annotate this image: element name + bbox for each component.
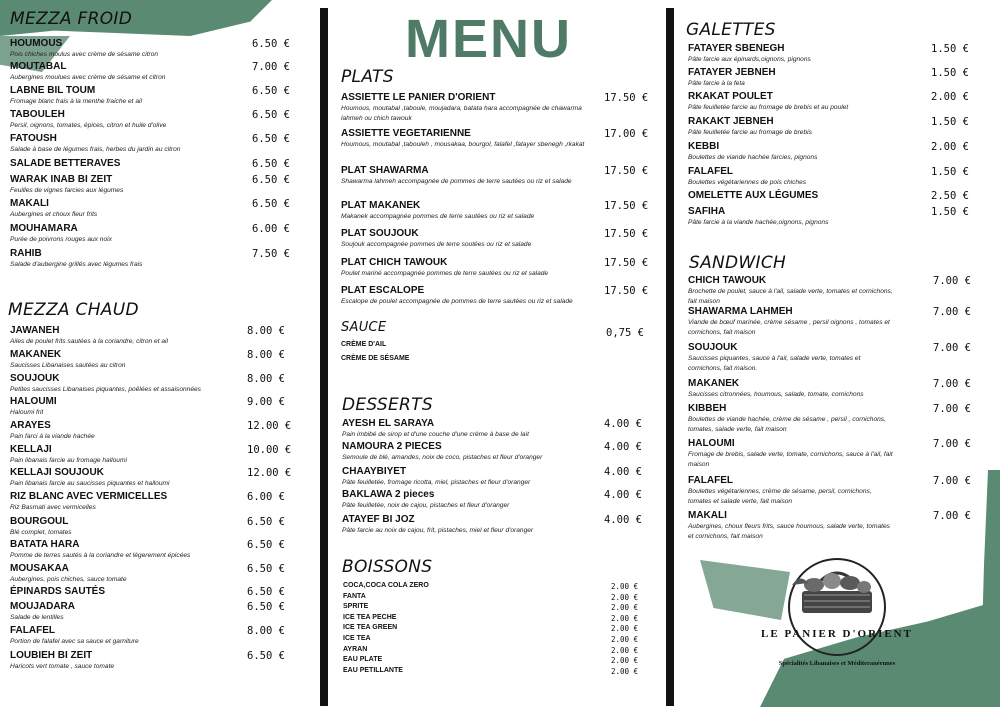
item-description: Poulet mariné accompagnée pommes de terre sautées ou riz et salade xyxy=(341,270,549,277)
item-name: FALAFEL xyxy=(10,625,55,636)
item-price: 6.50 € xyxy=(247,650,285,662)
drink-price: 2.00 € xyxy=(611,592,639,602)
item-price: 10.00 € xyxy=(247,444,292,456)
item-name: ASSIETTE LE PANIER D'ORIENT xyxy=(341,92,496,103)
section-title-boissons: BOISSONS xyxy=(342,557,433,577)
item-description: Petites saucisses Libanaises piquantes, poêlées et assaisonnées xyxy=(10,386,201,393)
item-name: RIZ BLANC AVEC VERMICELLES xyxy=(10,491,168,502)
item-description: Boulettes végétariennes, crème de sésame, persil, cornichons, tomates et salade verte, fait maison xyxy=(688,488,872,505)
item-price: 6.00 € xyxy=(252,223,290,235)
menu-item xyxy=(342,441,587,463)
item-price: 7.00 € xyxy=(933,510,971,522)
sauce-item: CRÈME D'AIL xyxy=(341,341,387,348)
menu-item xyxy=(341,228,586,250)
section-title-sauce: SAUCE xyxy=(341,320,387,335)
item-name: MAKANEK xyxy=(688,378,740,389)
item-description: Haloumi frit xyxy=(10,409,44,416)
item-name: CHAAYBIYET xyxy=(342,466,407,477)
item-description: Aubergines et choux fleur frits xyxy=(10,211,98,218)
item-description: Pâte feuilletée, noix de cajou, pistaches et fleur d'oranger xyxy=(342,502,510,509)
menu-item xyxy=(10,586,280,598)
menu-item xyxy=(688,206,928,228)
item-price: 6.50 € xyxy=(247,563,285,575)
item-price: 1.50 € xyxy=(931,43,969,55)
item-description: Pâte feuilletée farcie au fromage de brebis et au poulet xyxy=(688,104,849,111)
item-description: Pâte feuilletée farcie au fromage de brebis xyxy=(688,129,812,136)
item-description: Viande de bœuf marinée, crème sésame , persil oignons , tomates et cornichons, fait maison xyxy=(688,319,890,336)
menu-item xyxy=(10,325,280,347)
item-price: 8.00 € xyxy=(247,625,285,637)
menu-item xyxy=(10,625,280,647)
menu-item xyxy=(688,43,928,65)
item-description: Saucisses citronnées, houmous, salade, tomate, cornichons xyxy=(688,391,864,398)
item-name: TABOULEH xyxy=(10,109,65,120)
column-divider-left xyxy=(320,8,328,706)
item-name: MOUTABAL xyxy=(10,61,67,72)
item-name: KELLAJI xyxy=(10,444,52,455)
item-description: Houmous, moutabal ,tabouleh , mousakaa, bourgol, falafel ,fatayer sbenegh ,rkakat xyxy=(341,141,585,148)
item-description: Blé complet, tomates xyxy=(10,529,72,536)
menu-item xyxy=(10,174,275,196)
drink-name: AYRAN xyxy=(343,645,368,653)
item-description: Fromage de brebis, salade verte, tomate, cornichons, sauce à l'ail, fait maison xyxy=(688,451,893,468)
menu-item xyxy=(341,257,586,279)
menu-item xyxy=(10,539,280,561)
item-price: 7.00 € xyxy=(933,275,971,287)
basket-logo-icon xyxy=(742,555,932,675)
item-price: 1.50 € xyxy=(931,67,969,79)
item-price: 8.00 € xyxy=(247,373,285,385)
item-price: 12.00 € xyxy=(247,420,292,432)
item-description: Aubergines, choux fleurs frits, sauce houmous, salade verte, tomates et cornichons, fait maison xyxy=(688,523,890,540)
menu-item xyxy=(10,396,280,418)
item-name: MAKALI xyxy=(10,198,49,209)
menu-item xyxy=(341,92,586,123)
item-price: 7.00 € xyxy=(933,403,971,415)
menu-title: MENU xyxy=(405,9,572,69)
menu-item xyxy=(10,444,280,466)
item-name: ATAYEF BI JOZ xyxy=(342,514,415,525)
item-price: 17.50 € xyxy=(604,200,649,212)
item-name: SOUJOUK xyxy=(688,342,738,353)
section-title-mezza-chaud: MEZZA CHAUD xyxy=(8,300,139,320)
menu-item xyxy=(688,116,928,138)
drink-price: 2.00 € xyxy=(611,645,639,655)
item-name: PLAT SHAWARMA xyxy=(341,165,429,176)
item-description: Pain imbibé de sirop et d'une couche d'une crème à base de lait xyxy=(342,431,529,438)
item-description: Soujouk accompagnée pommes de terre soutées ou riz et salade xyxy=(341,241,532,248)
item-description: Pâte farcie au noix de cajou, frit, pistaches, miel et fleur d'oranger xyxy=(342,527,534,534)
item-description: Pomme de terres sautés à la coriandre et légerement épicées xyxy=(10,552,191,559)
column-divider-right xyxy=(666,8,674,706)
item-description: Pâte farcie à la feta xyxy=(688,80,745,87)
item-name: HALOUMI xyxy=(688,438,735,449)
drink-price: 2.00 € xyxy=(611,624,639,634)
item-description: Brochette de poulet, sauce à l'ail, salade verte, tomates et cornichons, fait maison xyxy=(688,288,893,305)
item-name: LABNE BIL TOUM xyxy=(10,85,96,96)
item-name: PLAT ESCALOPE xyxy=(341,285,425,296)
section-title-plats: PLATS xyxy=(341,67,394,87)
item-name: LOUBIEH BI ZEIT xyxy=(10,650,93,661)
item-price: 2.00 € xyxy=(931,141,969,153)
item-name: OMELETTE AUX LÉGUMES xyxy=(688,190,819,201)
item-price: 8.00 € xyxy=(247,349,285,361)
drink-name: EAU PETILLANTE xyxy=(343,666,403,674)
menu-item xyxy=(341,285,586,307)
section-title-desserts: DESSERTS xyxy=(342,395,433,415)
item-name: JAWANEH xyxy=(10,325,60,336)
menu-item xyxy=(688,166,928,188)
item-price: 7.00 € xyxy=(252,61,290,73)
menu-item xyxy=(10,61,275,83)
item-name: SOUJOUK xyxy=(10,373,60,384)
item-price: 12.00 € xyxy=(247,467,292,479)
item-description: Pâte feuilletée, fromage ricotta, miel, pistaches et fleur d'oranger xyxy=(342,479,531,486)
item-description: Portion de falafel avec sa sauce et garniture xyxy=(10,638,139,645)
item-price: 2.00 € xyxy=(931,91,969,103)
item-price: 17.50 € xyxy=(604,228,649,240)
section-title-mezza-froid: MEZZA FROID xyxy=(10,9,133,29)
item-description: Aubergines moulues avec crème de sésame et citron xyxy=(10,74,166,81)
item-price: 6.50 € xyxy=(252,38,290,50)
drink-name: EAU PLATE xyxy=(343,656,383,664)
item-name: ÉPINARDS SAUTÉS xyxy=(10,586,106,597)
item-description: Saucisses piquantes, sauce à l'ail, salade verte, tomates et cornichons, fait maison. xyxy=(688,355,861,372)
item-description: Pain libanais farcie au fromage halloumi xyxy=(10,457,127,464)
item-price: 6.50 € xyxy=(252,198,290,210)
item-price: 6.50 € xyxy=(247,516,285,528)
item-name: BATATA HARA xyxy=(10,539,80,550)
menu-item xyxy=(688,475,893,506)
item-name: RAKAKT JEBNEH xyxy=(688,116,774,127)
menu-item xyxy=(688,510,893,541)
item-price: 8.00 € xyxy=(247,325,285,337)
item-name: SHAWARMA LAHMEH xyxy=(688,306,793,317)
menu-item xyxy=(10,198,275,220)
menu-item xyxy=(10,85,275,107)
item-price: 17.00 € xyxy=(604,128,649,140)
item-price: 1.50 € xyxy=(931,116,969,128)
drink-price: 2.00 € xyxy=(611,582,639,591)
menu-item xyxy=(341,200,586,222)
item-name: FALAFEL xyxy=(688,475,733,486)
menu-item xyxy=(688,306,893,337)
item-description: Feuilles de vignes farcies aux légumes xyxy=(10,187,124,194)
menu-item xyxy=(10,248,275,270)
sauce-price: 0,75 € xyxy=(606,327,644,339)
item-name: KEBBI xyxy=(688,141,720,152)
menu-item xyxy=(10,158,275,170)
item-price: 7.00 € xyxy=(933,378,971,390)
item-description: Boulettes de viande hachée, crème de sésame , persil , cornichons, tomates, salade verte, fait maison xyxy=(688,416,886,433)
item-name: MOUHAMARA xyxy=(10,223,78,234)
item-price: 6.00 € xyxy=(247,491,285,503)
item-price: 7.00 € xyxy=(933,475,971,487)
item-description: Persil, oignons, tomates, épices, citron et huile d'olive xyxy=(10,122,167,129)
drink-name: SPRITE xyxy=(343,603,369,611)
item-description: Escalope de poulet accompagnée de pommes de terre sautées ou riz et salade xyxy=(341,298,573,305)
item-name: NAMOURA 2 PIECES xyxy=(342,441,442,452)
menu-item xyxy=(341,165,586,187)
menu-item xyxy=(688,190,928,202)
menu-item xyxy=(10,491,280,513)
menu-item xyxy=(10,109,275,131)
item-name: MAKALI xyxy=(688,510,727,521)
item-description: Saucisses Libanaises sautées au citron xyxy=(10,362,126,369)
item-price: 1.50 € xyxy=(931,206,969,218)
item-price: 4.00 € xyxy=(604,514,642,526)
drink-name: ICE TEA xyxy=(343,635,371,642)
item-name: ASSIETTE VEGETARIENNE xyxy=(341,128,471,139)
item-description: Ailes de poulet frits sautées à la coriandre, citron et ail xyxy=(10,338,168,345)
drink-name: FANTA xyxy=(343,592,366,600)
item-description: Pâte farcie aux épinards,oignons, pignons xyxy=(688,56,811,63)
menu-item xyxy=(342,418,587,440)
item-price: 17.50 € xyxy=(604,257,649,269)
menu-item xyxy=(341,128,586,150)
item-price: 7.00 € xyxy=(933,438,971,450)
item-name: RAHIB xyxy=(10,248,42,259)
item-price: 17.50 € xyxy=(604,285,649,297)
menu-item xyxy=(10,467,280,489)
item-name: KELLAJI SOUJOUK xyxy=(10,467,104,478)
item-description: Shawarma lahmeh accompagnée de pommes de terre sautées ou riz et salade xyxy=(341,178,572,185)
menu-item xyxy=(10,650,280,672)
menu-item xyxy=(10,223,275,245)
menu-item xyxy=(688,275,893,306)
menu-item xyxy=(688,91,928,113)
menu-item xyxy=(10,420,280,442)
item-name: FATAYER SBENEGH xyxy=(688,43,785,54)
item-price: 6.50 € xyxy=(252,133,290,145)
item-description: Makanek accompagnée pommes de terre sautées ou riz et salade xyxy=(341,213,535,220)
item-name: PLAT CHICH TAWOUK xyxy=(341,257,448,268)
item-description: Salade d'aubergine grillés avec légumes frais xyxy=(10,261,143,268)
item-price: 6.50 € xyxy=(247,539,285,551)
item-price: 4.00 € xyxy=(604,466,642,478)
item-name: FATOUSH xyxy=(10,133,57,144)
item-price: 2.50 € xyxy=(931,190,969,202)
item-price: 6.50 € xyxy=(252,109,290,121)
item-name: PLAT MAKANEK xyxy=(341,200,421,211)
drink-name: COCA,COCA COLA ZERO xyxy=(343,582,429,589)
menu-item xyxy=(10,601,280,623)
menu-item xyxy=(10,133,275,155)
item-price: 7.00 € xyxy=(933,306,971,318)
item-name: ARAYES xyxy=(10,420,51,431)
item-name: AYESH EL SARAYA xyxy=(342,418,435,429)
item-name: CHICH TAWOUK xyxy=(688,275,767,286)
item-name: HALOUMI xyxy=(10,396,57,407)
item-name: RKAKAT POULET xyxy=(688,91,773,102)
item-price: 6.50 € xyxy=(252,85,290,97)
drink-name: ICE TEA PECHE xyxy=(343,613,397,621)
item-description: Semoule de blé, amandes, noix de coco, pistaches et fleur d'oranger xyxy=(342,454,543,461)
drink-price: 2.00 € xyxy=(611,656,639,666)
item-name: BOURGOUL xyxy=(10,516,69,527)
item-description: Houmous, moutabal ,taboule, moujadara, batata hara accompagnée de chawarma lahmeh ou chich tawouk xyxy=(341,105,582,122)
menu-item xyxy=(342,466,587,488)
item-description: Boulettes végétariennes de pois chiches xyxy=(688,179,807,186)
menu-item xyxy=(10,38,275,60)
item-name: BAKLAWA 2 pieces xyxy=(342,489,435,500)
item-price: 4.00 € xyxy=(604,489,642,501)
drink-price: 2.00 € xyxy=(611,666,639,676)
item-price: 9.00 € xyxy=(247,396,285,408)
item-price: 4.00 € xyxy=(604,418,642,430)
item-name: SALADE BETTERAVES xyxy=(10,158,121,169)
item-description: Aubergines, pois chiches, sauce tomate xyxy=(10,576,127,583)
sauce-item: CRÈME DE SÉSAME xyxy=(341,355,410,362)
menu-item xyxy=(342,489,587,511)
item-price: 6.50 € xyxy=(252,158,290,170)
item-price: 6.50 € xyxy=(252,174,290,186)
item-description: Haricots vert tomate , sauce tomate xyxy=(10,663,115,670)
item-description: Pain farci à la viande hachée xyxy=(10,433,95,440)
item-description: Salade à base de légumes frais, herbes du jardin au citron xyxy=(10,146,181,153)
item-price: 4.00 € xyxy=(604,441,642,453)
item-name: WARAK INAB BI ZEIT xyxy=(10,174,113,185)
brand-name: LE PANIER D'ORIENT xyxy=(761,628,913,640)
menu-item xyxy=(688,141,928,163)
item-price: 7.00 € xyxy=(933,342,971,354)
item-description: Fromage blanc frais à la menthe fraiche et ail xyxy=(10,98,142,105)
menu-item xyxy=(10,563,280,585)
item-name: KIBBEH xyxy=(688,403,727,414)
menu-item xyxy=(10,373,280,395)
drink-price: 2.00 € xyxy=(611,603,639,613)
brand-tagline: Spécialités Libanaises et Méditeranéennes xyxy=(778,660,896,667)
drink-price: 2.00 € xyxy=(611,613,639,623)
item-description: Pâte farcie à la viande hachée,oignons, pignons xyxy=(688,219,829,226)
menu-item xyxy=(688,67,928,89)
item-description: Boulettes de viande hachée farcies, pignons xyxy=(688,154,818,161)
item-name: MOUSAKAA xyxy=(10,563,69,574)
drink-price: 2.00 € xyxy=(611,635,639,644)
item-description: Pain libanais farcie au saucisses piquantes et halloumi xyxy=(10,480,170,487)
item-name: FALAFEL xyxy=(688,166,733,177)
item-description: Riz Basmati avec vermicelles xyxy=(10,504,96,511)
menu-item xyxy=(10,516,280,538)
menu-item xyxy=(688,378,893,400)
item-name: MOUJADARA xyxy=(10,601,75,612)
item-name: MAKANEK xyxy=(10,349,62,360)
item-description: Purée de poivrons rouges aux noix xyxy=(10,236,112,243)
item-price: 6.50 € xyxy=(247,601,285,613)
section-title-sandwich: SANDWICH xyxy=(689,253,787,273)
menu-item xyxy=(688,342,893,373)
item-description: Salade de lentilles xyxy=(10,614,64,621)
drink-name: ICE TEA GREEN xyxy=(343,624,398,632)
item-description: Pois chiches moulus avec crème de sésame citron xyxy=(10,51,159,58)
menu-item xyxy=(688,403,893,434)
item-price: 7.50 € xyxy=(252,248,290,260)
item-price: 1.50 € xyxy=(931,166,969,178)
item-name: SAFIHA xyxy=(688,206,726,217)
item-price: 17.50 € xyxy=(604,92,649,104)
item-price: 17.50 € xyxy=(604,165,649,177)
item-price: 6.50 € xyxy=(247,586,285,598)
item-name: PLAT SOUJOUK xyxy=(341,228,419,239)
section-title-galettes: GALETTES xyxy=(686,20,776,40)
menu-item xyxy=(342,514,587,536)
item-name: HOUMOUS xyxy=(10,38,63,49)
menu-item xyxy=(688,438,893,469)
item-name: FATAYER JEBNEH xyxy=(688,67,776,78)
menu-item xyxy=(10,349,280,371)
